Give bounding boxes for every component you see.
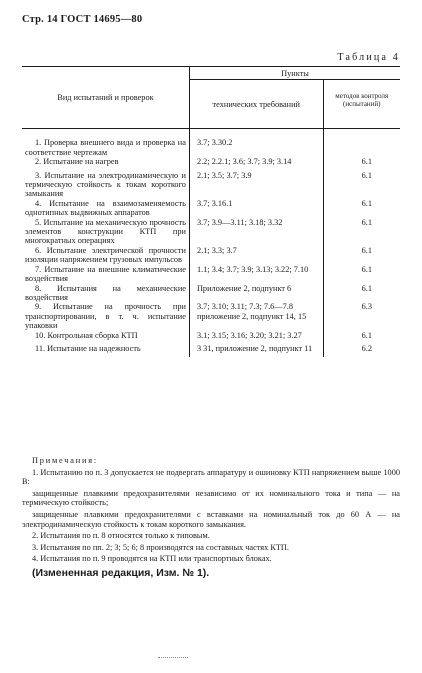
test-name-cell: 1. Проверка внешнего вида и проверка на соответствие чертежам [25, 138, 186, 157]
requirements-cell: Приложение 2, подпункт 6 [189, 284, 323, 303]
method-cell: 6.2 [323, 344, 400, 357]
method-cell: 6.1 [323, 265, 400, 284]
requirements-cell: 3.7; 3.30.2 [189, 129, 323, 157]
method-cell: 6.1 [323, 331, 400, 344]
test-name-cell: 10. Контрольная сборка КТП [35, 330, 138, 340]
requirements-cell: 2.1; 3.5; 3.7; 3.9 [189, 171, 323, 199]
note-item: 4. Испытания по п. 9 проводятся на КТП или транспортных блоках. [32, 554, 272, 564]
method-cell: 6.1 [323, 171, 400, 199]
requirements-cell: 2.2; 2.2.1; 3.6; 3.7; 3.9; 3.14 [189, 157, 323, 170]
requirements-cell: 1.1; 3.4; 3.7; 3.9; 3.13; 3.22; 7.10 [189, 265, 323, 284]
column-header-test-type: Вид испытаний и проверок [22, 67, 189, 129]
notes-section [22, 456, 400, 579]
test-name-cell: 2. Испытание на нагрев [35, 157, 119, 167]
method-cell: 6.1 [323, 246, 400, 265]
amendment-note: (Измененная редакция, Изм. № 1). [32, 566, 210, 579]
table-row [22, 199, 400, 218]
method-cell: 6.1 [323, 199, 400, 218]
column-header-requirements: технических требований [189, 80, 323, 129]
table-caption: Таблица 4 [337, 52, 400, 63]
table-row [22, 246, 400, 265]
requirements-cell: 3.7; 3.16.1 [189, 199, 323, 218]
table-row [22, 129, 400, 157]
column-group-header-clauses: Пункты [189, 67, 400, 80]
notes-title: Примечания: [32, 456, 98, 465]
requirements-cell: 3.7; 3.10; 3.11; 7.3; 7.6—7.8 приложение 2, подпункт 14, 15 [189, 302, 323, 330]
table-row [22, 171, 400, 199]
footer-mark [158, 657, 188, 660]
test-name-cell: 8. Испытания на механические воздействия [25, 283, 186, 302]
requirements-cell: 2.1; 3.3; 3.7 [189, 246, 323, 265]
method-cell: 6.1 [323, 157, 400, 170]
table-row [22, 218, 400, 246]
table-row [22, 331, 400, 344]
test-name-cell: 3. Испытание на электродинамическую и термическую стойкость к токам короткого замыкания [25, 170, 186, 199]
test-name-cell: 5. Испытание на механическую прочность элементов конструкции КТП при многократных операциях [25, 217, 186, 246]
table-row [22, 157, 400, 170]
tests-table [22, 66, 400, 357]
method-cell: 6.3 [323, 302, 400, 330]
requirements-cell: 3 31, приложение 2, подпункт 11 [189, 344, 323, 357]
test-name-cell: 4. Испытание на взаимозаменяемость однотипных выдвижных аппаратов [25, 198, 186, 218]
method-cell [323, 129, 400, 157]
note-item: защищенные плавкими предохранителями независимо от их номинального тока и типа — на термическую стойкость; [22, 488, 400, 508]
note-item: 3. Испытания по пп. 2; 3; 5; 6; 8 производятся на составных частях КТП. [32, 542, 289, 552]
requirements-cell: 3.1; 3.15; 3.16; 3.20; 3.21; 3.27 [189, 331, 323, 344]
column-header-methods: методов контроля (испытаний) [323, 80, 400, 129]
note-item: 1. Испытанию по п. 3 допускается не подвергать аппаратуру и ошиновку КТП напряжением выше 1000 В: [22, 467, 400, 487]
table-row [22, 302, 400, 330]
method-cell: 6.1 [323, 284, 400, 303]
table-row [22, 284, 400, 303]
method-cell: 6.1 [323, 218, 400, 246]
note-item: 2. Испытания по п. 8 относятся только к типовым. [32, 531, 210, 541]
test-name-cell: 11. Испытание на надежность [35, 343, 141, 353]
requirements-cell: 3.7; 3.9—3.11; 3.18; 3.32 [189, 218, 323, 246]
note-item: защищенные плавкими предохранителями с вставками на номинальный ток до 60 А — на электродинамическую стойкость к токам короткого замыкания. [22, 509, 400, 529]
test-name-cell: 6. Испытание электрической прочности изоляции напряжением грузовых импульсов [25, 245, 186, 265]
page-header: Стр. 14 ГОСТ 14695—80 [22, 14, 143, 25]
test-name-cell: 7. Испытание на внешние климатические воздействия [25, 264, 186, 284]
table-row [22, 265, 400, 284]
table-row [22, 344, 400, 357]
test-name-cell: 9. Испытание на прочность при транспортировании, в т. ч. испытание упаковки [25, 302, 186, 331]
